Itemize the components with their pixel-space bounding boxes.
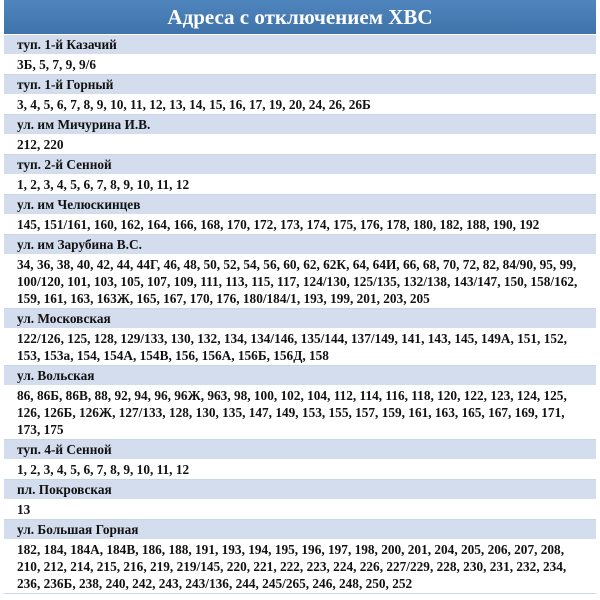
street-name: ул. им Зарубина В.С.	[4, 235, 596, 255]
street-name: туп. 1-й Горный	[4, 75, 596, 95]
street-name: ул. Московская	[4, 309, 596, 329]
house-numbers: 182, 184, 184А, 184В, 186, 188, 191, 193, 194, 195, 196, 197, 198, 200, 201, 204, 205, 206, 207, 208, 210, 212, 214, 215, 216, 219, 219/145, 220, 221, 222, 223, 224, 226, 227/229, 228, 230, 231, 232, 234, 236, 236Б, 238, 240, 242, 243, 243/136, 244, 245/265, 246, 248, 250, 252	[4, 540, 596, 594]
house-numbers: 86, 86Б, 86В, 88, 92, 94, 96, 96Ж, 963, 98, 100, 102, 104, 112, 114, 116, 118, 120, 122, 123, 124, 125, 126, 126Б, 126Ж, 127/133, 128, 130, 135, 147, 149, 153, 155, 157, 159, 161, 163, 165, 167, 169, 171, 173, 175	[4, 386, 596, 440]
house-numbers: 3, 4, 5, 6, 7, 8, 9, 10, 11, 12, 13, 14, 15, 16, 17, 19, 20, 24, 26, 26Б	[4, 95, 596, 115]
house-numbers: 1, 2, 3, 4, 5, 6, 7, 8, 9, 10, 11, 12	[4, 175, 596, 195]
street-name: пл. Покровская	[4, 480, 596, 500]
house-numbers: 34, 36, 38, 40, 42, 44, 44Г, 46, 48, 50, 52, 54, 56, 60, 62, 62К, 64, 64И, 66, 68, 70, 72, 82, 84/90, 95, 99, 100/120, 101, 103, 105, 107, 109, 111, 113, 115, 117, 124/130, 125/135, 132/138, 143/147, 150, 158/162, 159, 161, 163, 163Ж, 165, 167, 170, 176, 180/184/1, 193, 199, 201, 203, 205	[4, 255, 596, 309]
house-numbers: 145, 151/161, 160, 162, 164, 166, 168, 170, 172, 173, 174, 175, 176, 178, 180, 182, 188, 190, 192	[4, 215, 596, 235]
house-numbers: 3Б, 5, 7, 9, 9/6	[4, 55, 596, 75]
street-name: туп. 4-й Сенной	[4, 440, 596, 460]
street-name: ул. Вольская	[4, 366, 596, 386]
street-name: туп. 1-й Казачий	[4, 35, 596, 55]
house-numbers: 122/126, 125, 128, 129/133, 130, 132, 134, 134/146, 135/144, 137/149, 141, 143, 145, 149А, 151, 152, 153, 153а, 154, 154А, 154В, 156, 156А, 156Б, 156Д, 158	[4, 329, 596, 366]
address-table	[4, 35, 596, 594]
house-numbers: 212, 220	[4, 135, 596, 155]
page-title: Адреса с отключением ХВС	[4, 0, 596, 35]
street-name: ул. Большая Горная	[4, 520, 596, 540]
street-name: ул. им Мичурина И.В.	[4, 115, 596, 135]
street-name: ул. им Челюскинцев	[4, 195, 596, 215]
house-numbers: 13	[4, 500, 596, 520]
house-numbers: 1, 2, 3, 4, 5, 6, 7, 8, 9, 10, 11, 12	[4, 460, 596, 480]
street-name: туп. 2-й Сенной	[4, 155, 596, 175]
